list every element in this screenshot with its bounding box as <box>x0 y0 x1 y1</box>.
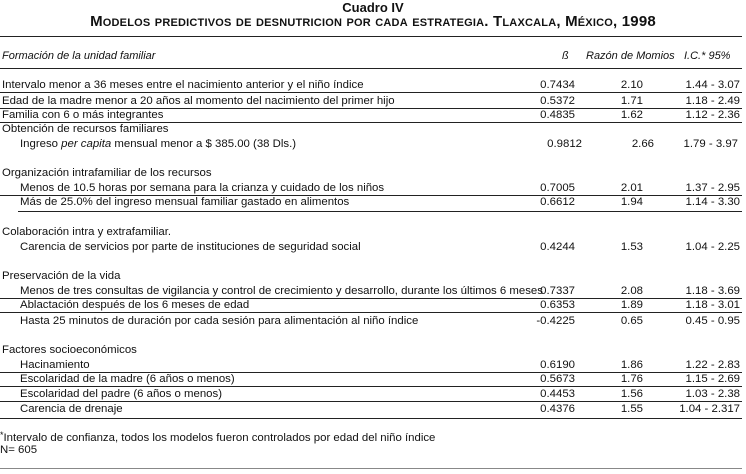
table-row <box>0 94 742 109</box>
row-beta: 0.7005 <box>540 182 575 194</box>
table-row <box>0 314 742 328</box>
row-ic: 1.22 - 2.83 <box>685 359 740 371</box>
row-beta: 0.9812 <box>547 138 582 150</box>
row-ic: 1.79 - 3.97 <box>683 138 738 150</box>
row-momios: 1.71 <box>620 95 643 107</box>
header-ic: I.C.* 95% <box>684 50 731 62</box>
section-label: Preservación de la vida <box>2 270 121 282</box>
row-momios: 1.86 <box>620 359 643 371</box>
table-row <box>0 402 742 416</box>
section-heading <box>0 166 742 180</box>
row-momios: 1.55 <box>620 403 643 415</box>
row-label: Carencia de servicios por parte de instituciones de seguridad social <box>20 241 361 253</box>
footnote-marker: * <box>0 430 4 440</box>
row-ic: 1.03 - 2.38 <box>685 388 740 400</box>
row-beta: 0.7337 <box>540 285 575 297</box>
table-row <box>0 78 742 93</box>
row-beta: 0.4835 <box>540 109 575 121</box>
table-row <box>0 137 742 151</box>
row-label: Escolaridad del padre (6 años o menos) <box>20 388 222 400</box>
section-heading <box>0 122 742 136</box>
row-beta: 0.4453 <box>540 388 575 400</box>
table-row <box>0 240 742 254</box>
row-momios: 2.01 <box>620 182 643 194</box>
row-ic: 1.44 - 3.07 <box>685 79 740 91</box>
table-row <box>0 195 742 209</box>
row-beta: 0.6353 <box>540 299 575 311</box>
row-momios: 1.53 <box>620 241 643 253</box>
row-ic: 1.15 - 2.69 <box>685 373 740 385</box>
row-beta: -0.4225 <box>536 315 575 327</box>
section-label: Colaboración intra y extrafamiliar. <box>2 226 172 238</box>
row-label: Edad de la madre menor a 20 años al momento del nacimiento del primer hijo <box>2 95 395 107</box>
section-label: Organización intrafamiliar de los recursos <box>2 167 212 179</box>
table-row <box>0 181 742 196</box>
row-beta: 0.5673 <box>540 373 575 385</box>
bottom-rule <box>0 418 742 419</box>
row-ic: 1.18 - 3.69 <box>685 285 740 297</box>
row-ic: 1.18 - 2.49 <box>685 95 740 107</box>
table-number: Cuadro IV <box>342 0 404 15</box>
row-beta: 0.5372 <box>540 95 575 107</box>
header-rule <box>0 68 742 69</box>
row-ic: 0.45 - 0.95 <box>685 315 740 327</box>
row-momios: 2.66 <box>631 138 654 150</box>
row-momios: 1.89 <box>620 299 643 311</box>
row-label: Hasta 25 minutos de duración por cada sesión para alimentación al niño índice <box>20 315 419 327</box>
row-label: Intervalo menor a 36 meses entre el nacimiento anterior y el niño índice <box>2 79 364 91</box>
row-beta: 0.6612 <box>540 196 575 208</box>
section-heading <box>0 343 742 357</box>
table-row <box>0 284 742 299</box>
header-beta: ß <box>562 50 569 62</box>
row-ic: 1.04 - 2.317 <box>679 403 740 415</box>
table-row <box>0 298 742 313</box>
top-rule <box>0 36 742 37</box>
row-label: Más de 25.0% del ingreso mensual familiar gastado en alimentos <box>20 196 350 208</box>
row-rule <box>18 211 742 212</box>
row-momios: 1.76 <box>620 373 643 385</box>
row-beta: 0.4376 <box>540 403 575 415</box>
row-momios: 1.94 <box>620 196 643 208</box>
row-ic: 1.14 - 3.30 <box>685 196 740 208</box>
row-beta: 0.7434 <box>540 79 575 91</box>
table-row <box>0 372 742 387</box>
row-momios: 0.65 <box>620 315 643 327</box>
row-momios: 1.56 <box>620 388 643 400</box>
row-label: Hacinamiento <box>20 359 90 371</box>
section-heading <box>0 225 742 239</box>
table-row <box>0 358 742 373</box>
row-label: Ingreso per capita mensual menor a $ 385.00 (38 Dls.) <box>20 138 297 150</box>
section-heading <box>0 269 742 283</box>
row-momios: 2.10 <box>620 79 643 91</box>
table-row <box>0 387 742 402</box>
row-label: Menos de 10.5 horas por semana para la crianza y cuidado de los niños <box>20 182 385 194</box>
row-label: Carencia de drenaje <box>20 403 123 415</box>
row-beta: 0.6190 <box>540 359 575 371</box>
table-title: Modelos predictivos de desnutricion por cada estrategia. Tlaxcala, México, 1998 <box>90 13 656 30</box>
footnote-n: N= 605 <box>0 444 38 456</box>
row-beta: 0.4244 <box>540 241 575 253</box>
table-row <box>0 108 742 123</box>
row-ic: 1.37 - 2.95 <box>685 182 740 194</box>
row-momios: 2.08 <box>620 285 643 297</box>
row-ic: 1.18 - 3.01 <box>685 299 740 311</box>
header-factor: Formación de la unidad familiar <box>2 50 156 62</box>
footnote-ic: *Intervalo de confianza, todos los modelos fueron controlados por edad del niño índice <box>0 430 436 444</box>
section-label: Factores socioeconómicos <box>2 344 137 356</box>
row-ic: 1.12 - 2.36 <box>685 109 740 121</box>
row-momios: 1.62 <box>620 109 643 121</box>
row-label: Escolaridad de la madre (6 años o menos) <box>20 373 235 385</box>
header-momios: Razón de Momios <box>586 50 675 62</box>
page-edge-rule <box>0 468 742 469</box>
row-ic: 1.04 - 2.25 <box>685 241 740 253</box>
section-label: Obtención de recursos familiares <box>2 123 169 135</box>
row-label: Menos de tres consultas de vigilancia y control de crecimiento y desarrollo, durante los últimos 6 meses <box>20 285 543 297</box>
row-label: Familia con 6 o más integrantes <box>2 109 164 121</box>
row-label: Ablactación después de los 6 meses de edad <box>20 299 250 311</box>
